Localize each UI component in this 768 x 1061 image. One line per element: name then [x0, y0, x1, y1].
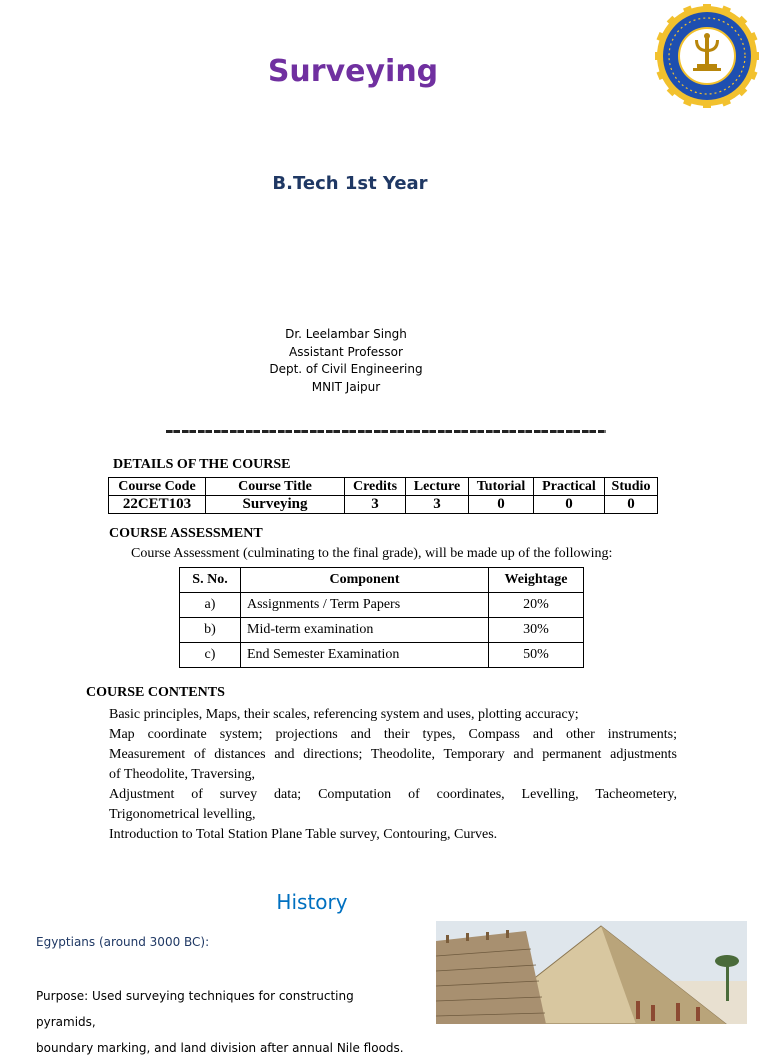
author-block: [246, 326, 446, 396]
contents-line: Basic principles, Maps, their scales, referencing system and uses, plotting accuracy;: [109, 707, 579, 722]
author-designation: Assistant Professor: [289, 344, 403, 359]
course-contents-heading: COURSE CONTENTS: [86, 685, 225, 700]
contents-line: Map coordinate system; projections and their types, Compass and other instruments;: [109, 727, 677, 742]
table-cell: 30%: [489, 618, 584, 643]
history-heading: History: [276, 890, 348, 914]
contents-line: Introduction to Total Station Plane Table survey, Contouring, Curves.: [109, 827, 498, 842]
author-institute: MNIT Jaipur: [311, 379, 381, 394]
course-contents-list: [109, 705, 677, 845]
contents-line: Trigonometrical levelling,: [109, 807, 256, 822]
table-cell: 50%: [489, 643, 584, 668]
table-header-cell: S. No.: [180, 568, 241, 593]
page-subtitle: B.Tech 1st Year: [272, 173, 428, 194]
table-cell: a): [180, 593, 241, 618]
egyptians-heading: Egyptians (around 3000 BC):: [36, 935, 210, 949]
purpose-line: boundary marking, and land division after annual Nile floods.: [36, 1041, 404, 1055]
pyramid-illustration-icon: [436, 921, 747, 1024]
table-cell: End Semester Examination: [241, 643, 489, 668]
purpose-text: [36, 983, 416, 1061]
table-cell: 20%: [489, 593, 584, 618]
table-cell: Surveying: [206, 496, 345, 514]
table-header-cell: Course Code: [109, 478, 206, 496]
purpose-line: Purpose: Used surveying techniques for constructing pyramids,: [36, 989, 354, 1029]
table-header-cell: Tutorial: [469, 478, 534, 496]
course-assessment-table: [179, 567, 584, 668]
table-header-cell: Practical: [534, 478, 605, 496]
table-header-cell: Lecture: [406, 478, 469, 496]
table-header-cell: Weightage: [489, 568, 584, 593]
table-header-row: [109, 478, 658, 496]
course-assessment-description: Course Assessment (culminating to the final grade), will be made up of the following:: [131, 546, 613, 561]
table-header-cell: Credits: [345, 478, 406, 496]
table-row: [109, 496, 658, 514]
table-cell: 0: [534, 496, 605, 514]
course-details-table: [108, 477, 658, 514]
table-cell: 0: [469, 496, 534, 514]
author-department: Dept. of Civil Engineering: [269, 362, 423, 376]
cropped-text-line: [166, 427, 606, 435]
table-header-cell: Course Title: [206, 478, 345, 496]
table-row: [180, 618, 584, 643]
page-title: Surveying: [267, 54, 439, 89]
contents-line: of Theodolite, Traversing,: [109, 767, 255, 782]
course-details-heading: DETAILS OF THE COURSE: [113, 457, 291, 472]
table-cell: c): [180, 643, 241, 668]
table-row: [180, 643, 584, 668]
institute-seal-icon: [655, 4, 759, 108]
table-header-row: [180, 568, 584, 593]
contents-line: Adjustment of survey data; Computation of coordinates, Levelling, Tacheometery,: [109, 787, 677, 802]
table-cell: Mid-term examination: [241, 618, 489, 643]
table-cell: 3: [406, 496, 469, 514]
table-cell: Assignments / Term Papers: [241, 593, 489, 618]
table-header-cell: Studio: [605, 478, 658, 496]
table-cell: 3: [345, 496, 406, 514]
contents-line: Measurement of distances and directions; Theodolite, Temporary and permanent adjustments: [109, 747, 677, 762]
course-assessment-heading: COURSE ASSESSMENT: [109, 526, 263, 541]
table-header-cell: Component: [241, 568, 489, 593]
table-row: [180, 593, 584, 618]
table-cell: b): [180, 618, 241, 643]
author-name: Dr. Leelambar Singh: [285, 327, 407, 341]
table-cell: 0: [605, 496, 658, 514]
table-cell: 22CET103: [109, 496, 206, 514]
